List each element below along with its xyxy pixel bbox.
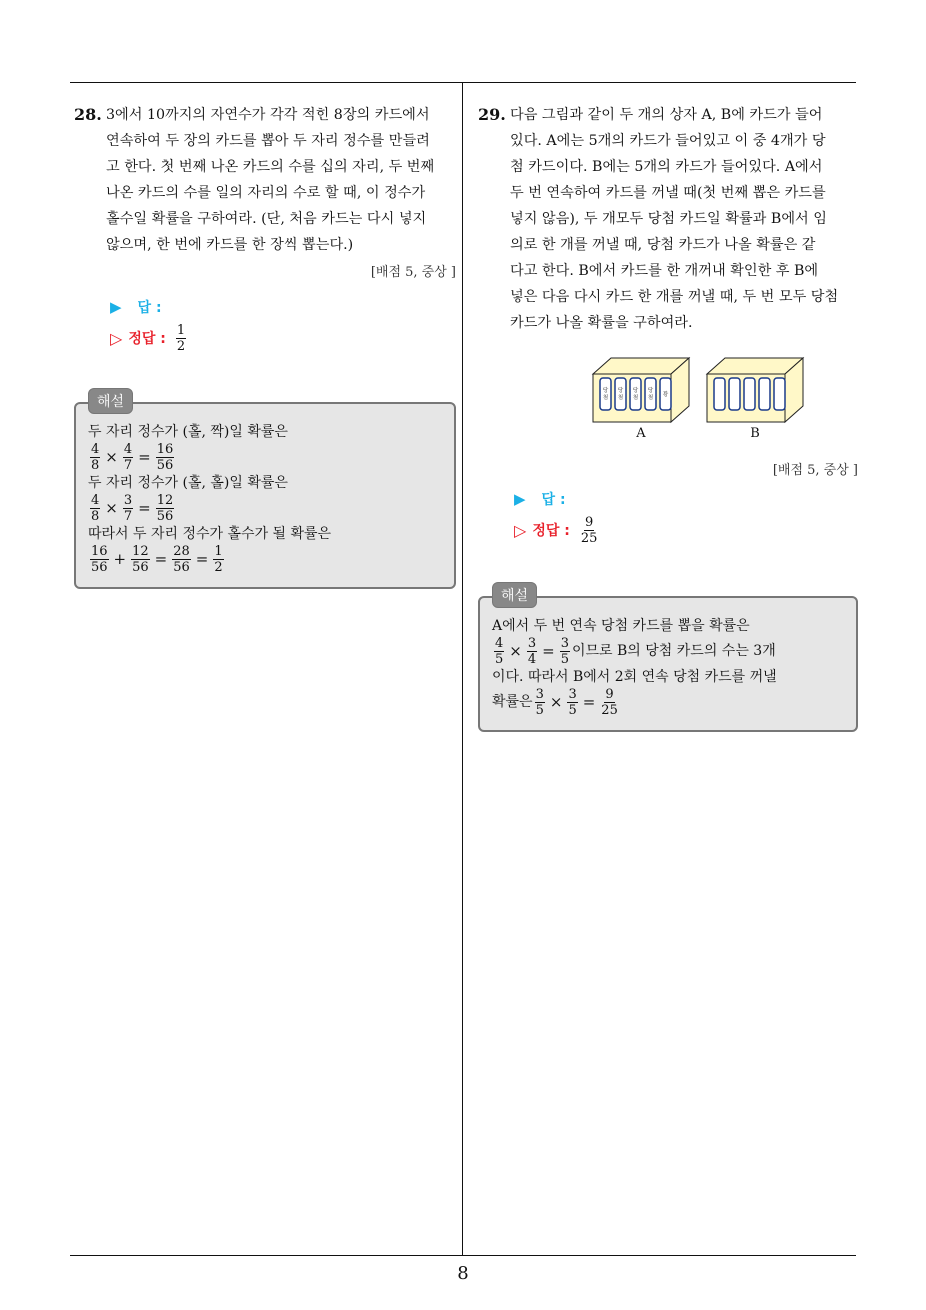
svg-text:당: 당 [632, 388, 639, 394]
box-a-illustration [591, 356, 691, 426]
solution-box [74, 402, 456, 589]
solution-section [478, 588, 858, 732]
answer-label: 답 : [137, 300, 162, 316]
problem-text-line: 첨 카드이다. B에는 5개의 카드가 들어있다. A에서 [510, 159, 823, 175]
bottom-rule [70, 1255, 856, 1256]
svg-text:첨: 첨 [632, 395, 639, 401]
solution-box [478, 596, 858, 732]
correct-answer-fraction: $\frac{9}{25}$ [580, 514, 598, 546]
problem-text-line: 있다. A에는 5개의 카드가 들어있고 이 중 4개가 당 [510, 133, 826, 149]
svg-text:첨: 첨 [617, 395, 624, 401]
problem-number: 28. [74, 105, 102, 124]
box-a-label: A [636, 426, 646, 441]
problem-29-column [478, 102, 858, 732]
solution-line: 두 자리 정수가 (홀, 짝)일 확률은 [88, 423, 288, 440]
problem-text-line: 나온 카드의 수를 일의 자리의 수로 할 때, 이 정수가 [106, 185, 426, 201]
problem-text-line: 두 번 연속하여 카드를 꺼낼 때(첫 번째 뽑은 카드를 [510, 185, 826, 201]
solution-equation: 확률은 $\frac{3}{5}$ × $\frac{3}{5}$ = $\frac{9}{25}$ [492, 687, 618, 718]
problem-text-line: 넣은 다음 다시 카드 한 개를 꺼낼 때, 두 번 모두 당첨 [510, 289, 839, 305]
problem-text-line: 다고 한다. B에서 카드를 한 개꺼내 확인한 후 B에 [510, 263, 819, 279]
correct-answer-row [110, 320, 456, 356]
box-b-label: B [750, 426, 760, 441]
problem-28 [74, 102, 456, 286]
problem-text-line: 고 한다. 첫 번째 나온 카드의 수를 십의 자리, 두 번째 [106, 159, 435, 175]
svg-text:첨: 첨 [602, 395, 609, 401]
play-triangle-icon: ▶ [514, 490, 526, 508]
problem-number: 29. [478, 105, 506, 124]
solution-tag: 해설 [492, 582, 537, 608]
svg-text:당: 당 [647, 388, 654, 394]
problem-text-line: 카드가 나올 확률을 구하여라. [510, 315, 693, 331]
solution-line: 두 자리 정수가 (홀, 홀)일 확률은 [88, 474, 288, 491]
solution-equation: $\frac{4}{8}$ × $\frac{4}{7}$ = $\frac{16}{56}$ [91, 442, 174, 473]
solution-line: A에서 두 번 연속 당첨 카드를 뽑을 확률은 [492, 617, 750, 634]
solution-section [74, 394, 456, 589]
box-b-illustration [705, 356, 805, 426]
problem-text-line: 않으며, 한 번에 카드를 한 장씩 뽑는다.) [106, 237, 354, 253]
svg-text:당: 당 [617, 388, 624, 394]
problem-text-line: 다음 그림과 같이 두 개의 상자 A, B에 카드가 들어 [510, 107, 823, 123]
problem-text-line: 의로 한 개를 꺼낼 때, 당첨 카드가 나올 확률은 같 [510, 237, 816, 253]
column-divider [462, 82, 463, 1256]
solution-line: 이다. 따라서 B에서 2회 연속 당첨 카드를 꺼낼 [492, 668, 777, 685]
problem-text-line: 3에서 10까지의 자연수가 각각 적힌 8장의 카드에서 [106, 107, 430, 123]
score-label: [배점 5, 중상 ] [370, 265, 456, 280]
answer-row [110, 294, 456, 320]
top-rule [70, 82, 856, 83]
page-number: 8 [457, 1263, 469, 1284]
outline-triangle-icon: ▷ [514, 520, 527, 540]
svg-text:첨: 첨 [647, 395, 654, 401]
correct-answer-fraction: $\frac{1}{2}$ [176, 322, 186, 354]
answer-row [514, 486, 858, 512]
solution-tag: 해설 [88, 388, 133, 414]
svg-text:당: 당 [602, 388, 609, 394]
box-b [705, 356, 805, 441]
solution-equation: $\frac{4}{8}$ × $\frac{3}{7}$ = $\frac{12}{56}$ [91, 493, 174, 524]
card-boxes-figure [538, 356, 858, 441]
box-a [591, 356, 691, 441]
svg-text:꽝: 꽝 [662, 392, 669, 398]
solution-equation: $\frac{16}{56}$ + $\frac{12}{56}$ = $\frac{28}{56}$ = $\frac{1}{2}$ [91, 544, 223, 575]
problem-29 [478, 102, 858, 336]
solution-line: 따라서 두 자리 정수가 홀수가 될 확률은 [88, 525, 332, 542]
correct-answer-label: 정답 : [532, 523, 570, 539]
answer-label: 답 : [541, 492, 566, 508]
correct-answer-label: 정답 : [128, 331, 166, 347]
correct-answer-row [514, 512, 858, 548]
solution-equation: $\frac{4}{5}$ × $\frac{3}{4}$ = $\frac{3}{5}$ 이므로 B의 당첨 카드의 수는 3개 [495, 636, 776, 667]
score-label: [배점 5, 중상 ] [772, 463, 858, 478]
outline-triangle-icon: ▷ [110, 328, 123, 348]
problem-text-line: 연속하여 두 장의 카드를 뽑아 두 자리 정수를 만들려 [106, 133, 430, 149]
problem-text-line: 홀수일 확률을 구하여라. (단, 처음 카드는 다시 넣지 [106, 211, 427, 227]
problem-28-column [74, 102, 456, 589]
play-triangle-icon: ▶ [110, 298, 122, 316]
problem-text-line: 넣지 않음), 두 개모두 당첨 카드일 확률과 B에서 임 [510, 211, 827, 227]
